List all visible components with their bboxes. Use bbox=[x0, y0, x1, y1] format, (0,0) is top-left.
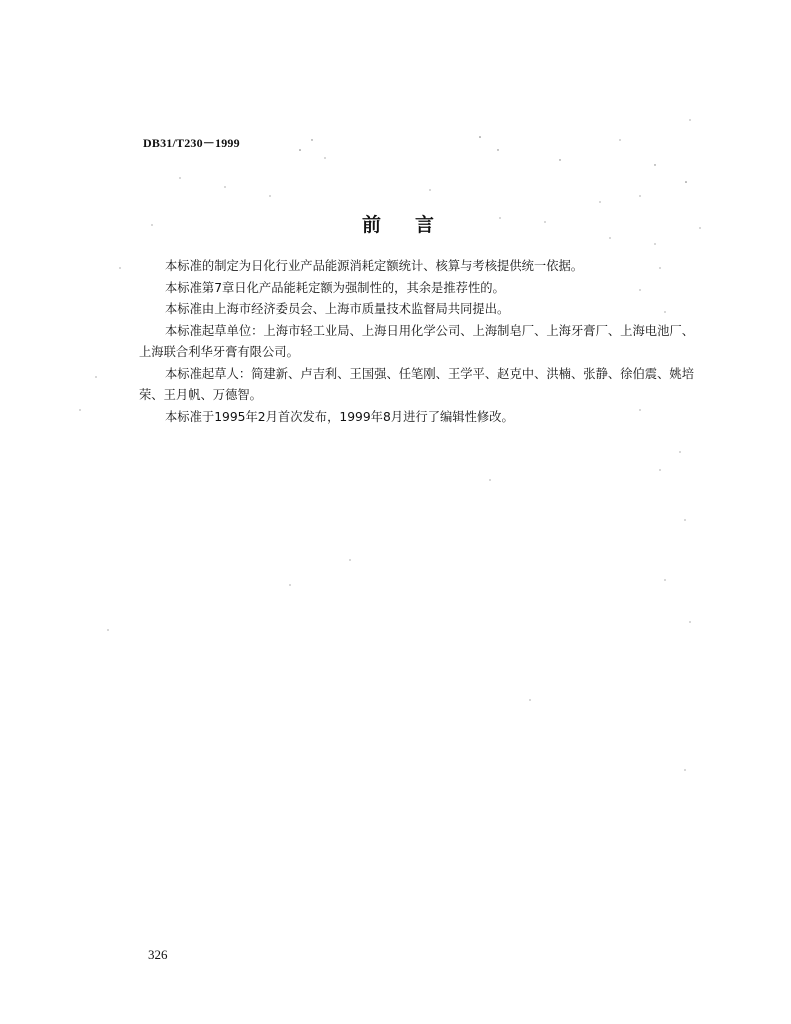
paragraph-mandatory: 本标准第7章日化产品能耗定额为强制性的，其余是推荐性的。 bbox=[165, 280, 505, 295]
paragraph-proposer: 本标准由上海市经济委员会、上海市质量技术监督局共同提出。 bbox=[165, 302, 510, 316]
paragraph-drafters: 本标准起草人：简建新、卢吉利、王国强、任笔刚、王学平、赵克中、洪楠、张静、徐伯震、姚培荣、王月帆、万德智。 bbox=[139, 366, 694, 402]
page-number: 326 bbox=[148, 947, 168, 962]
paragraph-purpose: 本标准的制定为日化行业产品能源消耗定额统计、核算与考核提供统一依据。 bbox=[165, 259, 584, 273]
foreword-body bbox=[139, 256, 694, 428]
paragraph-drafting-units: 本标准起草单位：上海市轻工业局、上海日用化学公司、上海制皂厂、上海牙膏厂、上海电池厂、上海联合利华牙膏有限公司。 bbox=[139, 323, 694, 359]
page-title: 前言 bbox=[362, 214, 469, 236]
standard-code: DB31/T230－1999 bbox=[143, 136, 240, 150]
paragraph-history: 本标准于1995年2月首次发布，1999年8月进行了编辑性修改。 bbox=[165, 409, 514, 424]
